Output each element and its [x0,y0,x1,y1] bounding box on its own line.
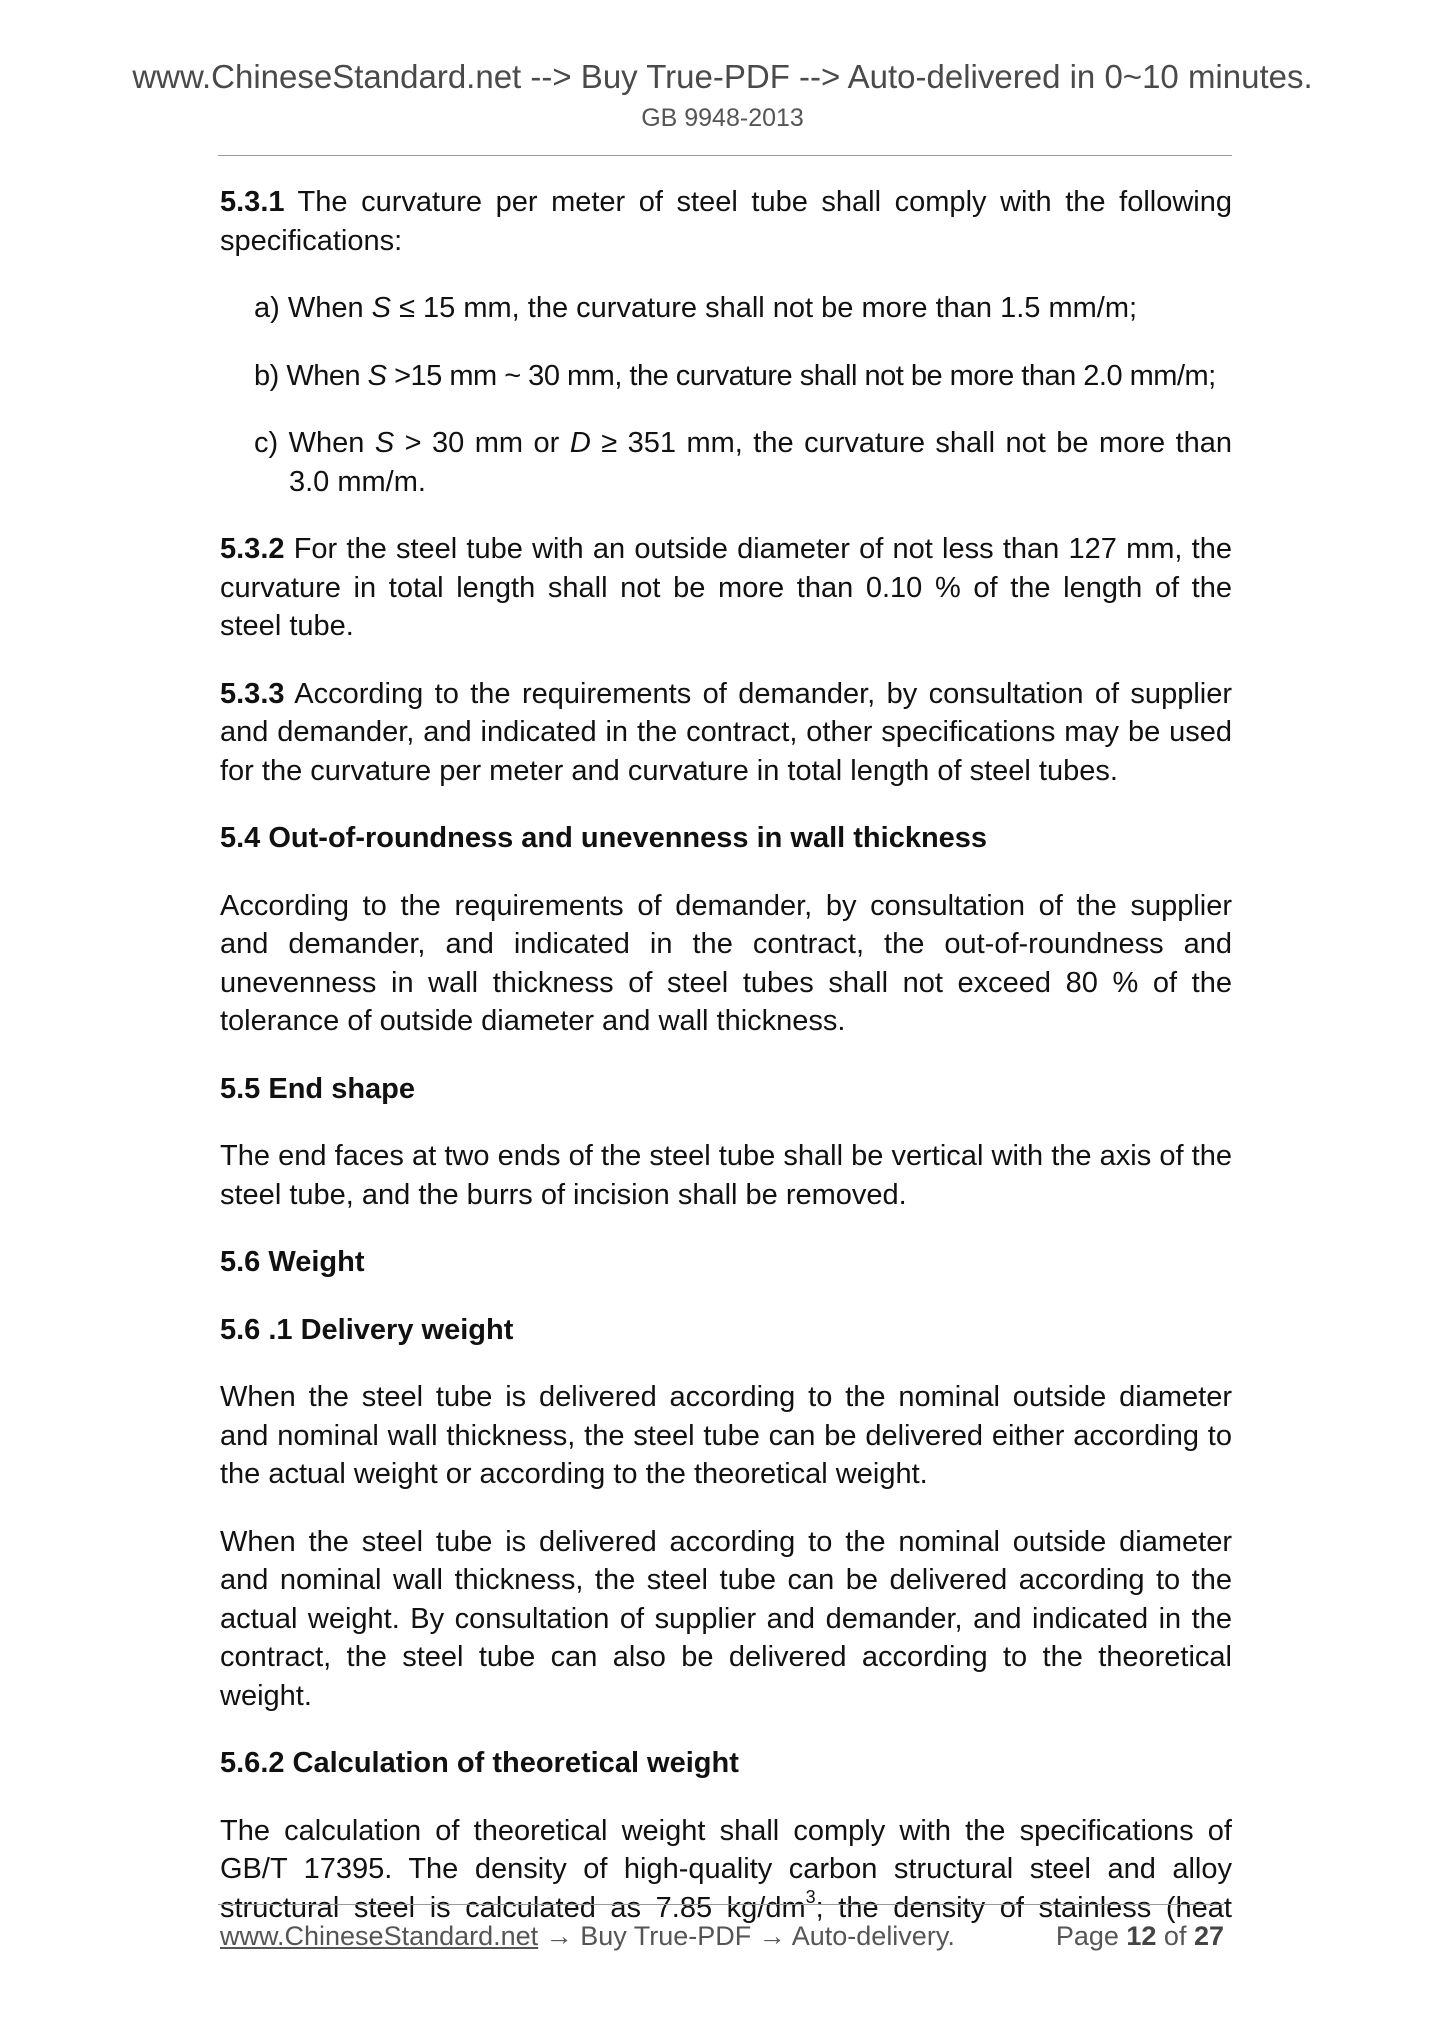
heading-5-6-1: 5.6 .1 Delivery weight [220,1313,514,1346]
clause-5-3-1 [220,183,1232,260]
item-variable: S [374,427,395,459]
clause-number: 5.3.2 [220,533,285,565]
list-item-a [254,289,1232,328]
standard-number: GB 9948-2013 [641,104,804,132]
clause-text: According to the requirements of demander, by consultation of supplier and demander, and indicated in the contract, other specifications may be used for the curvature per meter and curvature in total length of steel tubes. [220,677,1232,787]
heading-5-6: 5.6 Weight [220,1246,365,1278]
heading-5-4: 5.4 Out-of-roundness and unevenness in wall thickness [220,822,988,854]
clause-5-3-2 [220,530,1232,646]
paragraph-text: The calculation of theoretical weight shall comply with the specifications of GB/T 17395. The density of high-quality carbon structural steel and alloy structural steel is calculated as 7.85 kg/dm [220,1814,1232,1924]
heading-5-6-2: 5.6.2 Calculation of theoretical weight [220,1747,739,1779]
clause-text: The curvature per meter of steel tube shall comply with the following specifications: [220,186,1232,257]
clause-text: For the steel tube with an outside diameter of not less than 127 mm, the curvature in total length shall not be more than 0.10 % of the length of the steel tube. [220,533,1232,642]
clause-number: 5.3.1 [220,186,285,218]
paragraph-5-6-2 [220,1812,1232,1928]
superscript: 3 [805,1886,816,1907]
item-variable: D [569,427,591,459]
page-body [220,183,1232,1956]
footer-text: → Buy True-PDF → Auto-delivery. [538,1921,955,1951]
header-divider [218,155,1232,156]
current-page: 12 [1126,1921,1157,1951]
item-variable: S [367,359,387,392]
item-text: >15 mm ~ 30 mm, the curvature shall not be more than 2.0 mm/m; [386,359,1216,392]
item-text: ≥ 351 mm, the curvature shall not be more than 3.0 mm/m. [289,427,1233,498]
paragraph-5-6-1-b: When the steel tube is delivered according to the nominal outside diameter and nominal wall thickness, the steel tube can be delivered according to the actual weight. By consultation of supplier and demander, and indicated in the contract, the steel tube can also be delivered according to the theoretical weight. [220,1525,1232,1712]
list-item-b [254,357,1232,396]
heading-5-5: 5.5 End shape [220,1072,416,1105]
item-prefix: b) When [254,359,368,392]
paragraph-5-6-1-a: When the steel tube is delivered according to the nominal outside diameter and nominal wall thickness, the steel tube can be delivered either according to the actual weight or according to the theoretical weight. [220,1381,1232,1490]
item-variable: S [371,292,392,324]
footer-divider [218,1904,1224,1905]
paragraph-5-5: The end faces at two ends of the steel tube shall be vertical with the axis of the steel tube, and the burrs of incision shall be removed. [220,1140,1232,1211]
item-prefix: a) When [254,292,372,324]
paragraph-text-cont: ; the density of stainless (heat [815,1891,1232,1924]
total-pages: 27 [1193,1921,1224,1951]
header-banner: www.ChineseStandard.net --> Buy True-PDF --> Auto-delivered in 0~10 minutes. [132,58,1313,95]
page-number [1056,1921,1224,1952]
item-prefix: c) When [254,427,375,459]
item-text: ≤ 15 mm, the curvature shall not be more than 1.5 mm/m; [391,292,1138,324]
list-item-c [254,424,1232,501]
clause-5-3-3 [220,675,1232,791]
page-label: Page [1055,1921,1127,1951]
of-label: of [1156,1921,1194,1951]
item-text: > 30 mm or [394,427,570,459]
footer-link[interactable]: www.ChineseStandard.net [220,1921,539,1951]
clause-number: 5.3.3 [220,677,285,710]
page-footer [220,1921,1230,1961]
paragraph-5-4: According to the requirements of demander, by consultation of the supplier and demander, and indicated in the contract, the out-of-roundness and unevenness in wall thickness of steel tubes shall not exceed 80 % of the tolerance of outside diameter and wall thickness. [220,889,1232,1037]
